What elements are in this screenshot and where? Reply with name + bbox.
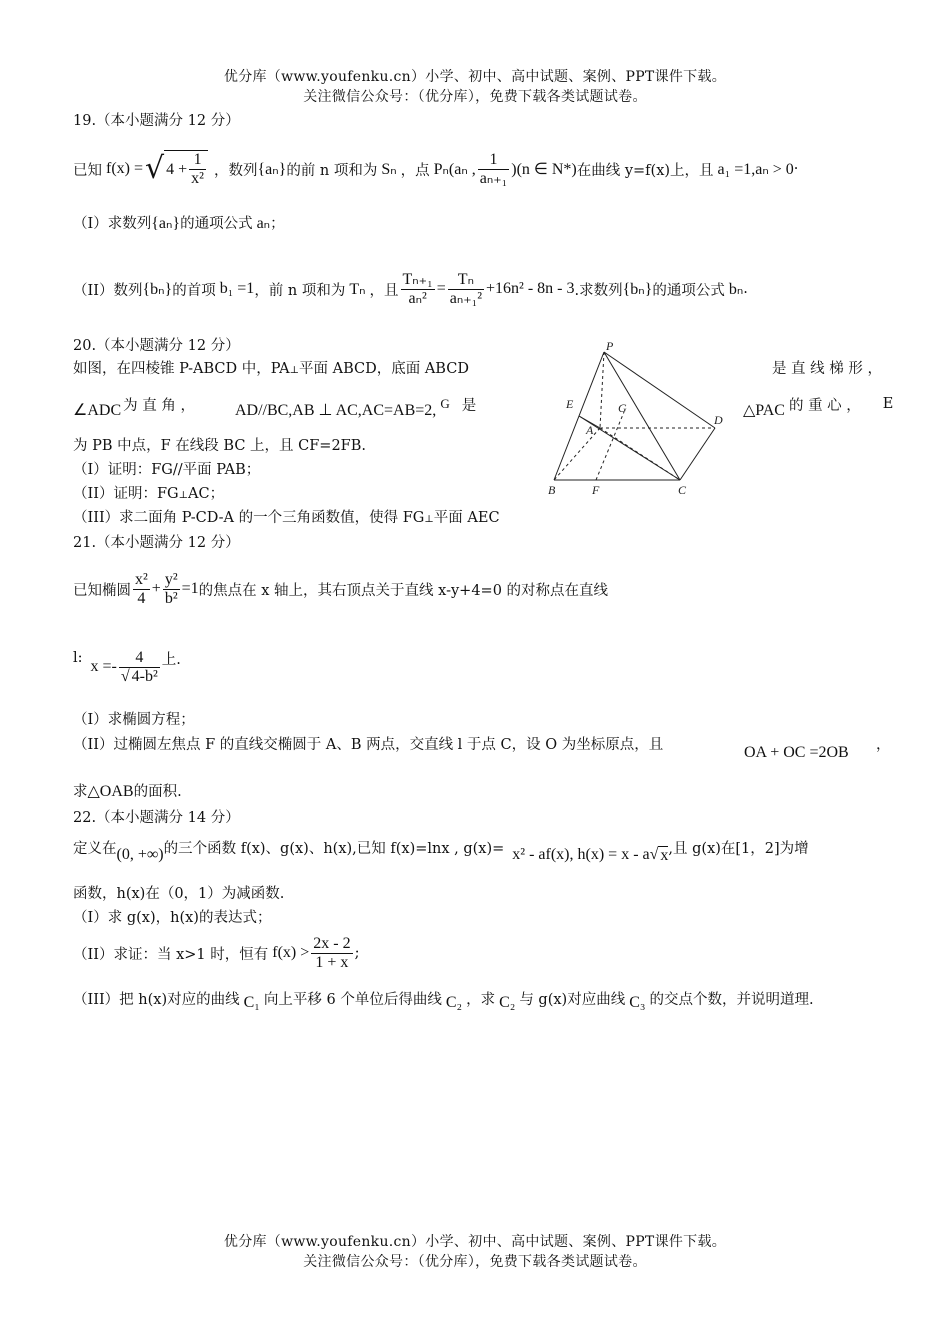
- q21-on: 上.: [161, 651, 181, 668]
- footer-line-1: 优分库（www.youfenku.cn）小学、初中、高中试题、案例、PPT课件下载。: [223, 1234, 727, 1250]
- q22-part-1: （I）求 g(x)，h(x)的表达式；: [73, 910, 272, 926]
- edge-EC: [579, 416, 680, 480]
- q19-p1-an: aₙ: [256, 214, 271, 232]
- q22-p3-a: （III）把 h(x)对应的曲线: [73, 991, 240, 1008]
- q21-area: [73, 780, 182, 801]
- q20-l2-a: 为 直 角 ，: [123, 397, 195, 414]
- q21-area-tri: △OAB: [87, 782, 134, 800]
- q22-p3-b: 向上平移 6 个单位后得曲线: [263, 991, 442, 1008]
- q19-an-set: {aₙ}: [257, 161, 287, 178]
- q21-frac-l: [119, 649, 160, 686]
- q19-cond: a₁ =1,aₙ > 0: [717, 161, 794, 178]
- q19-Sn: Sₙ: [381, 161, 397, 178]
- q21-y2: y²: [164, 570, 178, 588]
- q19-p1-an-set: {aₙ}: [151, 214, 181, 232]
- q21-area-a: 求: [73, 784, 88, 800]
- q21-four: 4: [133, 589, 150, 608]
- q20-tri: △PAC: [743, 402, 785, 419]
- q21-l-den: 4-b²: [131, 667, 158, 685]
- label-P: P: [606, 339, 614, 353]
- q21-line-l: [73, 641, 181, 693]
- q19-p1-b: 的通项公式: [180, 216, 253, 232]
- q22-line-2: 函数，h(x)在（0，1）为减函数.: [73, 886, 285, 902]
- q22-part-3: [73, 984, 814, 1012]
- q22-p3-e: 的交点个数，并说明道理.: [649, 991, 814, 1008]
- header-line-1: 优分库（www.youfenku.cn）小学、初中、高中试题、案例、PPT课件下载。: [223, 69, 727, 85]
- q21-frac-x: [133, 571, 150, 608]
- q22-frac: [311, 935, 352, 972]
- q19-Pn: Pₙ(aₙ ,: [433, 161, 476, 178]
- q22-domain: (0, +∞): [116, 846, 164, 863]
- edge-PA: [600, 352, 604, 428]
- q19-f2-den: aₙ₊₁²: [449, 289, 483, 307]
- q22-t3: ,且 g(x)在[1，2]为增: [668, 840, 809, 857]
- label-C: C: [678, 483, 687, 497]
- q22-p2-f: f(x) >: [272, 944, 310, 961]
- q19-frac-2: [448, 271, 484, 308]
- q19-one: 1: [193, 151, 202, 168]
- q20-G: G: [440, 396, 450, 411]
- q19-p2-c: ，前 n 项和为: [254, 282, 346, 299]
- label-A: A: [586, 423, 594, 437]
- q20-part-3: [73, 506, 500, 527]
- q21-x-eq: x =-: [90, 658, 117, 675]
- q21-title: 21.（本小题满分 12 分）: [73, 535, 240, 551]
- q20-cond: AD//BC,AB ⊥ AC,AC=AB=2,: [234, 402, 437, 419]
- q22-part-2: [73, 930, 359, 976]
- label-F: F: [592, 483, 600, 497]
- label-D: D: [714, 413, 723, 427]
- q20-part-1: （I）证明：FG//平面 PAB；: [73, 462, 261, 478]
- q19-t1: ，数列: [213, 162, 258, 179]
- q21-l-den-wrap: [119, 667, 160, 686]
- q20-line-2: [73, 388, 476, 420]
- q19-p1-semi: ；: [270, 216, 285, 232]
- q21-area-b: 的面积.: [133, 784, 182, 800]
- q22-C1: C₁: [243, 994, 260, 1011]
- q19-title: 19.（本小题满分 12 分）: [73, 113, 240, 129]
- q20-line-1: [73, 357, 469, 378]
- q22-gx: x² - af(x), h(x) = x - a: [512, 846, 650, 863]
- q19-Pn-tail: )(n ∈ N*): [511, 161, 577, 178]
- perp-icon: ⊥: [289, 365, 299, 376]
- q21-l-label: l:: [73, 650, 83, 666]
- label-G: G: [618, 401, 627, 415]
- q19-frac-den: aₙ₊₁: [479, 169, 508, 187]
- q19-p2-d: ，且: [369, 282, 399, 299]
- label-E: E: [566, 397, 574, 411]
- q19-radicand: [164, 150, 208, 188]
- q22-t1: 定义在: [73, 840, 117, 857]
- q19-p2-f: 的通项公式: [652, 282, 725, 299]
- q22-C2-b: C₂: [499, 994, 516, 1011]
- q19-frac-1: [401, 271, 435, 308]
- q21-frac-y: [163, 571, 180, 608]
- perp-icon: ⊥: [178, 490, 189, 501]
- q19-known: 已知: [73, 162, 102, 179]
- q20-angle: ∠ADC: [73, 402, 122, 419]
- q19-f1-num: Tₙ₊₁: [402, 270, 433, 288]
- q19-Tn: Tₙ: [349, 281, 366, 298]
- q22-sqrt-x: x: [660, 846, 669, 864]
- q19-line-1: [73, 145, 798, 193]
- q20-p3-a: （III）求二面角 P-CD-A 的一个三角函数值，使得 FG: [73, 510, 425, 526]
- q19-f2-num: Tₙ: [457, 270, 474, 288]
- q21-comma: ，: [876, 737, 891, 753]
- q19-t2: 的前 n 项和为: [286, 162, 378, 179]
- q19-part-1: [73, 212, 285, 233]
- q22-line-1: [73, 832, 809, 862]
- sqrt-icon: √: [145, 151, 165, 186]
- edge-CD: [680, 428, 715, 480]
- sqrt-icon: √: [120, 667, 130, 685]
- q19-p2-a: （II）数列: [73, 282, 143, 299]
- q19-p2-bn-set: {bₙ}: [142, 281, 173, 298]
- q21-part-2: （II）过椭圆左焦点 F 的直线交椭圆于 A、B 两点，交直线 l 于点 C，设 O 为坐标原点，且: [73, 737, 664, 753]
- pyramid-figure: [540, 338, 740, 503]
- q19-p2-b: 的首项: [172, 282, 216, 299]
- q19-frac: [478, 151, 510, 188]
- q19-frac-num: 1: [489, 150, 498, 168]
- sqrt-icon: √: [649, 846, 659, 863]
- q22-p3-c: ，求: [466, 991, 496, 1008]
- q19-p2-bn-set-2: {bₙ}: [622, 281, 653, 298]
- q19-part-2: [73, 265, 748, 313]
- q21-part-1: （I）求椭圆方程；: [73, 712, 195, 728]
- q20-p2-b: AC；: [188, 486, 225, 502]
- q19-fx: f(x) =: [106, 160, 144, 177]
- q21-l-num: 4: [135, 648, 144, 666]
- q22-C3: C₃: [629, 994, 646, 1011]
- perp-icon: ⊥: [424, 514, 434, 525]
- q22-title: 22.（本小题满分 14 分）: [73, 810, 240, 826]
- q21-t2: 的焦点在 x 轴上，其右顶点关于直线 x-y+4=0 的对称点在直线: [198, 582, 609, 599]
- q21-line-1: [73, 565, 608, 613]
- q20-l1-right: 是 直 线 梯 形 ，: [771, 361, 882, 377]
- q22-p3-d: 与 g(x)对应曲线: [519, 991, 626, 1008]
- q20-title: 20.（本小题满分 12 分）: [73, 338, 240, 354]
- q22-p2-a: （II）求证：当 x>1 时，恒有: [73, 946, 269, 963]
- header-line-2: 关注微信公众号：（优分库），免费下载各类试题试卷。: [303, 89, 647, 105]
- q19-eq: =: [436, 280, 446, 297]
- q19-rad: 4 +: [166, 160, 188, 178]
- q20-E: E: [882, 396, 894, 412]
- q19-f1-den: aₙ²: [401, 289, 435, 308]
- footer-line-2: 关注微信公众号：（优分库），免费下载各类试题试卷。: [303, 1254, 647, 1270]
- edge-PC: [604, 352, 680, 480]
- q21-vec: OA + OC =2OB: [744, 744, 849, 761]
- q20-l1-a: 如图，在四棱锥 P-ABCD 中，PA: [73, 361, 290, 377]
- q19-t4: 在曲线 y=f(x)上，且: [576, 162, 714, 179]
- label-B: B: [548, 483, 556, 497]
- q19-dot: ·: [793, 161, 799, 177]
- q20-line-2-right: [743, 388, 893, 420]
- q19-x2: x²: [191, 170, 204, 187]
- q22-p2-den: 1 + x: [311, 953, 352, 972]
- q20-line-3: 为 PB 中点，F 在线段 BC 上，且 CF=2FB.: [73, 438, 367, 454]
- q20-part-2: [73, 482, 224, 503]
- q20-l2-b: 是: [461, 397, 477, 414]
- q22-C2: C₂: [445, 994, 463, 1011]
- q22-p2-semi: ;: [354, 945, 360, 961]
- q21-t1: 已知椭圆: [73, 582, 131, 599]
- q20-l1-b: 平面 ABCD，底面 ABCD: [299, 361, 469, 377]
- q22-t2: 的三个函数 f(x)、g(x)、h(x),已知 f(x)=lnx , g(x)=: [163, 840, 505, 857]
- edge-PD: [604, 352, 715, 428]
- q21-plus: +: [151, 580, 161, 597]
- q19-inv-x2: [189, 151, 206, 188]
- q19-t3: ，点: [400, 162, 430, 179]
- q19-b1: b₁ =1: [219, 280, 255, 297]
- edge-FG: [596, 412, 624, 480]
- q20-l2-c: 的 重 心 ，: [788, 397, 861, 414]
- q21-b2: b²: [164, 589, 178, 607]
- q19-tail-expr: +16n² - 8n - 3: [486, 280, 575, 297]
- q19-p1-a: （I）求数列: [73, 216, 152, 232]
- q19-p2-e: .求数列: [574, 282, 623, 299]
- q20-p2-a: （II）证明：FG: [73, 486, 179, 502]
- q20-p3-b: 平面 AEC: [433, 510, 500, 526]
- q21-x2: x²: [135, 570, 148, 588]
- q19-bn: bₙ: [728, 281, 744, 298]
- q21-eq1: =1: [181, 580, 199, 597]
- q19-period: .: [743, 281, 748, 297]
- q22-p2-num: 2x - 2: [313, 934, 351, 952]
